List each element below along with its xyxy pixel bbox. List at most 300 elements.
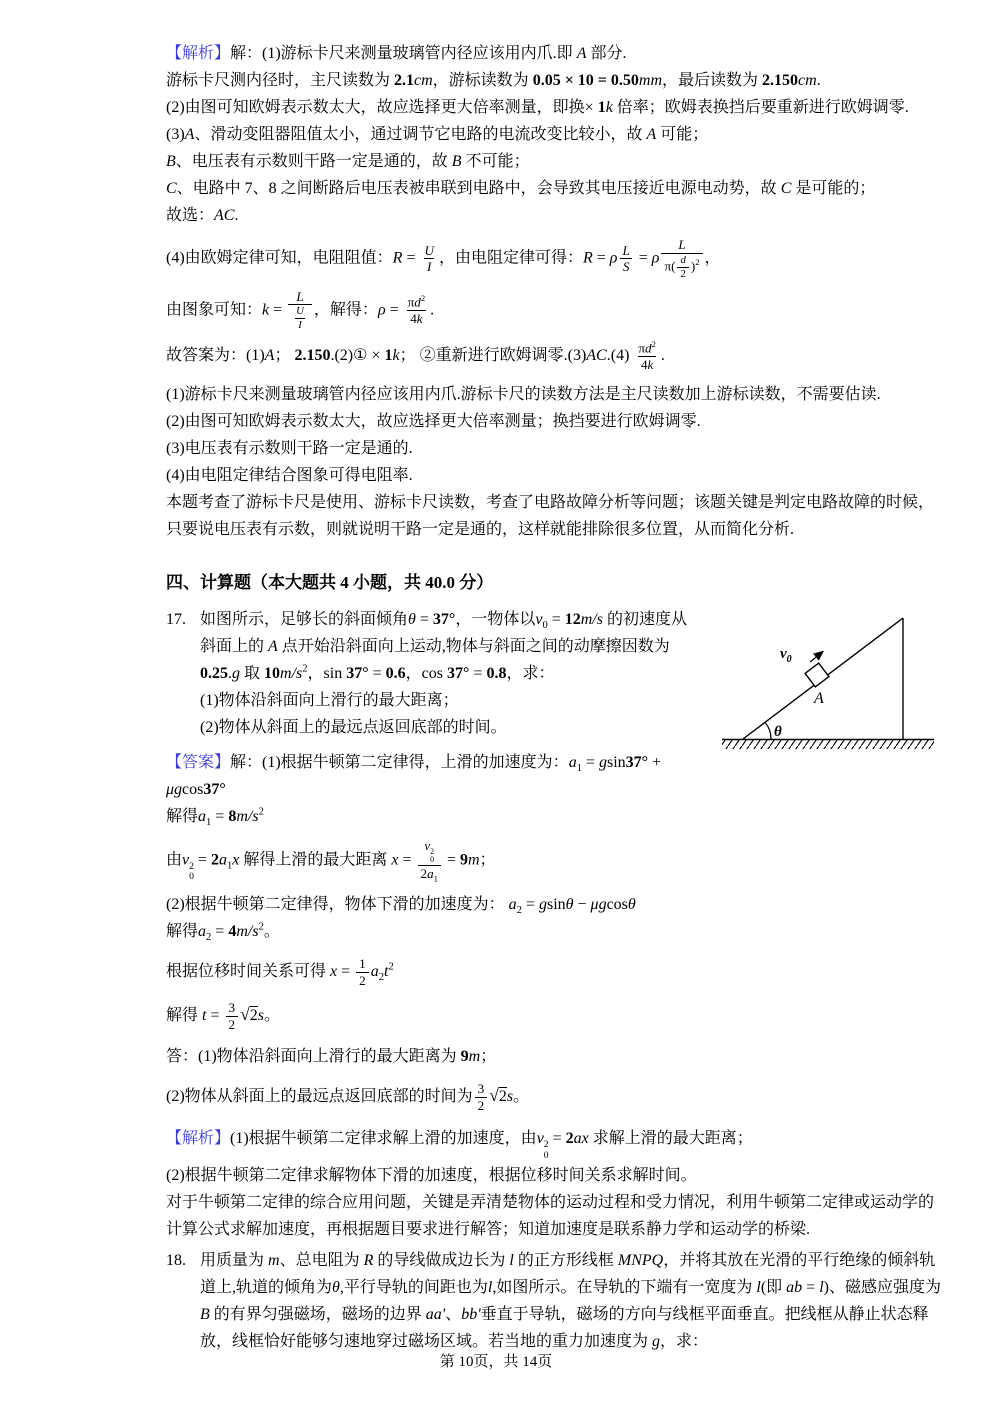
math-variable: l (819, 1278, 824, 1296)
math-variable: ax (573, 1129, 589, 1147)
denominator (288, 304, 312, 332)
math-variable: R (392, 249, 403, 267)
paragraph (166, 749, 942, 803)
math-variable: a (218, 851, 227, 869)
math-variable: k (262, 301, 270, 319)
text-run: 2 (420, 866, 428, 882)
fraction (661, 237, 702, 281)
math-number: 9 (460, 1048, 469, 1066)
square-root (489, 1085, 507, 1106)
math-variable: a (198, 808, 207, 825)
text-run: 4 (640, 357, 648, 373)
square-root (240, 1003, 258, 1024)
math-variable: m/s (236, 923, 259, 941)
text-run: ，解得： (313, 301, 378, 319)
math-variable: a (508, 896, 517, 914)
paragraph (166, 891, 942, 918)
velocity-label: $v_0$ (780, 646, 792, 665)
subscript: 1 (226, 860, 233, 872)
paragraph (166, 202, 942, 229)
text-run: (2)物体从斜面上的最远点返回底部的时间。 (200, 719, 507, 736)
fraction (677, 254, 688, 281)
math-number: 2 (565, 1129, 574, 1147)
math-number: 2 (210, 851, 219, 869)
paragraph (166, 237, 942, 281)
math-number: 0.8 (486, 665, 507, 682)
radical-sign: √ (489, 1085, 499, 1106)
superscript: 2 (695, 256, 700, 267)
math-variable: cm (798, 72, 817, 89)
numerator (293, 289, 306, 305)
text-run: ，sin (307, 665, 347, 682)
radicand: 2 (249, 1006, 258, 1024)
math-variable: μg (590, 896, 607, 914)
math-variable: s (257, 1006, 264, 1024)
text-run: 2 (359, 973, 366, 989)
text-run: sin (607, 754, 626, 771)
math-variable: I (298, 319, 302, 332)
section-label: 【答案】 (166, 754, 231, 771)
denominator (475, 1097, 488, 1114)
text-run: 由 (166, 851, 183, 869)
paragraph (166, 175, 942, 202)
text-run: 2 (680, 267, 686, 280)
math-number: 2.1 (394, 72, 415, 89)
fraction (226, 1000, 239, 1033)
numerator (405, 294, 429, 310)
denominator (226, 1016, 239, 1033)
text-run: (2)根据牛顿第二定律求解物体下滑的加速度，根据位移时间关系求解时间。 (166, 1166, 697, 1184)
text-run: 。 (263, 1006, 280, 1024)
denominator (418, 865, 441, 883)
math-variable: ab (786, 1278, 803, 1296)
math-variable: L (296, 288, 304, 304)
text-run: + (648, 754, 662, 771)
text-run: 可能； (656, 126, 709, 143)
text-run: 不可能； (461, 153, 530, 170)
text-run: 。 (263, 923, 280, 941)
text-run: 1 (359, 956, 366, 972)
text-run: 答：(1)物体沿斜面向上滑行的最大距离为 (166, 1048, 461, 1066)
numerator (293, 305, 307, 318)
text-run: .(4) (606, 347, 634, 365)
text-run: = (547, 611, 565, 628)
denominator (295, 318, 305, 332)
numerator (421, 243, 436, 259)
paragraph (166, 289, 942, 333)
text-run: ，游标读数为 (432, 72, 533, 89)
numerator (226, 1000, 239, 1016)
text-run: (3) (166, 126, 185, 143)
denominator (677, 267, 688, 281)
denominator (407, 310, 425, 327)
math-variable: S (622, 259, 630, 275)
denominator (661, 253, 702, 281)
text-run: = (592, 249, 610, 267)
text-run: π (638, 340, 646, 356)
text-run: (2)物体从斜面上的最远点返回底部的时间为 (166, 1088, 473, 1106)
math-variable: m (468, 1048, 481, 1066)
math-variable: ρ (609, 249, 618, 267)
math-number: 0.05 × 10 = 0.50 (532, 72, 639, 89)
text-run: . (430, 301, 435, 319)
text-run: = (368, 665, 386, 682)
text-run: 故选： (166, 207, 215, 224)
text-run: = (206, 1006, 224, 1024)
math-variable: g (599, 754, 607, 771)
question-body (200, 1247, 942, 1355)
math-number: 0.6 (385, 665, 406, 682)
math-number: 4 (228, 923, 237, 941)
superscript: 2 (258, 922, 264, 934)
text-run: = (469, 665, 487, 682)
superscript: 2 (189, 860, 194, 872)
text-run: − (573, 896, 591, 914)
text-run: 3 (228, 999, 236, 1015)
math-variable: AC (214, 207, 235, 224)
text-run: 点开始沿斜面向上运动,物体与斜面之间的动摩擦因数为 (277, 638, 670, 655)
subscript: 2 (378, 972, 384, 984)
text-run: ，并将其放在光滑的平行绝缘的倾斜轨道上,轨道的倾角为 (200, 1251, 936, 1296)
text-run: 2 (228, 1016, 236, 1032)
math-variable: t (384, 963, 389, 981)
radical-sign: √ (240, 1003, 250, 1024)
paragraph (166, 956, 942, 989)
text-run: 解：(1)游标卡尺来测量玻璃管内径应该用内爪.即 (230, 45, 577, 62)
radicand: 2 (498, 1088, 507, 1106)
text-run: sin (546, 896, 566, 914)
sup-sub-stack (430, 848, 434, 866)
text-run: . (228, 665, 232, 682)
text-run: 对于牛顿第二定律的综合应用问题，关键是弄清楚物体的运动过程和受力情况，利用牛顿第二定律或运动学的计算公式求解加速度，再根据题目要求进行解答；知道加速度是联系静力学和运动学的桥梁. (166, 1193, 935, 1238)
text-run: 、总电阻为 (279, 1251, 364, 1269)
question-number: 18. (166, 1251, 186, 1269)
math-variable: ρ (377, 301, 386, 319)
numerator (356, 956, 369, 972)
text-run: 、电压表有示数则干路一定是通的，故 (175, 153, 452, 170)
math-variable: L (622, 242, 630, 258)
math-variable: R (582, 249, 593, 267)
text-run: = (398, 851, 416, 869)
text-run: = (548, 1129, 566, 1147)
subscript: 1 (433, 873, 438, 884)
text-run: ； (274, 347, 295, 365)
text-run: 的初速度从斜面上的 (200, 611, 687, 655)
text-run: (即 (760, 1278, 787, 1296)
paragraph (166, 408, 942, 435)
text-run: ； (480, 1048, 497, 1066)
math-variable: θ (565, 896, 574, 914)
text-run: = (402, 249, 420, 267)
text-run: 是可能的； (791, 180, 876, 197)
text-run: . (234, 207, 239, 224)
fraction (421, 243, 436, 276)
page-footer: 第 10页，共 14页 (439, 1354, 553, 1370)
text-run: (4)由欧姆定律可知，电阻阻值： (166, 249, 393, 267)
text-run: 解：(1)根据牛顿第二定律得，上滑的加速度为： (230, 754, 569, 771)
paragraph (166, 918, 942, 945)
math-variable: aa' (425, 1305, 446, 1323)
paragraph (166, 1189, 942, 1243)
superscript: 2 (258, 806, 264, 818)
numerator (635, 340, 659, 356)
math-variable: bb' (461, 1305, 481, 1323)
text-run: 。 (513, 1088, 530, 1106)
math-variable: cm (414, 72, 433, 89)
math-variable: θ (627, 896, 636, 914)
math-number: 12 (564, 611, 581, 628)
paragraph (166, 67, 942, 94)
fraction (356, 956, 369, 989)
math-variable: m (268, 1251, 280, 1269)
subscript: 0 (543, 1149, 549, 1161)
text-run: = (337, 963, 355, 981)
text-run: 取 (240, 665, 265, 682)
math-variable: m (467, 851, 480, 869)
math-variable: I (427, 259, 432, 275)
text-run: 、电路中 7、8 之间断路后电压表被串联到电路中，会导致其电压接近电源电动势，故 (176, 180, 781, 197)
math-variable: d (414, 294, 421, 310)
text-run: (2)由图可知欧姆表示数太大，故应选择更大倍率测量；换挡要进行欧姆调零. (166, 413, 701, 430)
math-variable: m/s (580, 611, 603, 628)
paragraph (166, 381, 942, 408)
paragraph (166, 462, 942, 489)
math-number: 1 (597, 99, 606, 116)
paragraph (166, 40, 942, 67)
math-variable: U (424, 242, 434, 258)
subscript: 1 (576, 763, 582, 775)
text-run: 用质量为 (200, 1251, 269, 1269)
math-variable: l (756, 1278, 761, 1296)
denominator (638, 356, 656, 373)
superscript: 2 (420, 292, 426, 303)
math-variable: k (647, 357, 654, 373)
text-run: cos (182, 781, 204, 798)
numerator (677, 254, 688, 267)
text-run: (1)物体沿斜面向上滑行的最大距离； (200, 692, 459, 709)
math-variable: g (538, 896, 547, 914)
text-run: ，最后读数为 (662, 72, 763, 89)
text-run: = (269, 301, 287, 319)
text-run: = (211, 808, 229, 825)
math-variable: C (166, 180, 177, 197)
text-run: = (442, 851, 460, 869)
math-variable: d (645, 340, 652, 356)
point-label: A (814, 690, 824, 707)
text-run: 本题考查了游标卡尺是使用、游标卡尺读数，考查了电路故障分析等问题；该题关键是判定电路故障的时候，只要说电压表有示数，则就说明干路一定是通的，这样就能排除很多位置，从而简化分析. (166, 494, 935, 538)
text-run: (2)由图可知欧姆表示数太大，故应选择更大倍率测量，即换× (166, 99, 598, 116)
text-run: 、滑动变阻器阻值太小，通过调节它电路的电流改变比较小，故 (194, 126, 647, 143)
text-run: 解得 (166, 808, 199, 825)
math-number: 2.150 (762, 72, 799, 89)
math-number: 37° (432, 611, 456, 628)
text-run: ； ②重新进行欧姆调零.(3) (399, 347, 587, 365)
text-run: (1)根据牛顿第二定律求解上滑的加速度，由 (230, 1129, 537, 1147)
math-number: 8 (228, 808, 237, 825)
text-run: 求解上滑的最大距离； (588, 1129, 753, 1147)
math-variable: s (506, 1088, 514, 1106)
text-run: ，求： (506, 665, 555, 682)
math-variable: a (427, 866, 434, 882)
math-variable: A (576, 45, 587, 62)
math-variable: B (200, 1305, 210, 1323)
text-run: (4)由电阻定律结合图象可得电阻率. (166, 467, 413, 484)
angle-arc (766, 723, 772, 739)
math-variable: a (198, 923, 207, 941)
text-run: 解得上滑的最大距离 (239, 851, 392, 869)
paragraph (166, 1043, 942, 1070)
math-variable: U (296, 305, 304, 318)
fraction (288, 289, 312, 333)
math-variable: k (605, 99, 613, 116)
text-run: . (816, 72, 821, 89)
text-run: 的有界匀强磁场，磁场的边界 (209, 1305, 426, 1323)
math-variable: l (509, 1251, 514, 1269)
text-run: 四、计算题（本大题共 4 小题，共 40.0 分） (166, 573, 494, 592)
math-variable: L (678, 237, 686, 252)
math-number: 37° (203, 781, 226, 798)
denominator (424, 258, 434, 275)
fraction (418, 838, 441, 883)
text-run: 的导线做成边长为 (373, 1251, 510, 1269)
math-variable: θ (408, 611, 416, 628)
math-variable: AC (586, 347, 607, 365)
fraction (635, 340, 659, 373)
text-run: 2 (477, 1098, 485, 1114)
fraction (293, 305, 307, 332)
fraction (475, 1081, 488, 1114)
text-run: 倍率；欧姆表换挡后要重新进行欧姆调零. (612, 99, 909, 116)
text-run: π( (664, 258, 676, 274)
text-run: ) (690, 258, 696, 274)
math-variable: v (535, 611, 543, 628)
math-variable: m/s (280, 665, 303, 682)
math-variable: k (392, 347, 400, 365)
paragraph (166, 1000, 942, 1033)
subscript: 0 (189, 871, 194, 883)
text-run: ,平行导轨的间距也为 (339, 1278, 488, 1296)
math-variable: θ (332, 1278, 340, 1296)
text-run: = (634, 249, 652, 267)
math-variable: k (416, 311, 423, 327)
paragraph (166, 489, 942, 543)
section-label: 【解析】 (166, 1129, 231, 1147)
text-run: = (385, 301, 403, 319)
paragraph (166, 1125, 942, 1162)
subscript: 1 (206, 817, 212, 829)
paragraph (166, 803, 942, 830)
math-variable: A (184, 126, 195, 143)
paragraph (166, 838, 942, 883)
text-run: cos (606, 896, 628, 914)
math-variable: A (264, 347, 275, 365)
question-number: 17. (166, 611, 186, 628)
numerator (421, 838, 437, 865)
text-run: 游标卡尺测内径时，主尺读数为 (166, 72, 395, 89)
text-run: )、磁感应强度为 (823, 1278, 941, 1296)
math-variable: m/s (236, 808, 259, 825)
text-run: 3 (477, 1081, 485, 1097)
math-variable: x (391, 851, 399, 869)
math-variable: mm (638, 72, 663, 89)
text-run: 如图所示，足够长的斜面倾角 (200, 611, 409, 628)
text-run: . (660, 347, 665, 365)
text-run: 4 (410, 311, 417, 327)
math-variable: v (424, 838, 431, 853)
text-run: 垂直于导轨，磁场的方向与线框平面垂直。把线框从静止状态释放，线框恰好能够匀速地穿过磁场区域。若当地的重力加速度为 (200, 1305, 929, 1350)
subscript: 0 (542, 620, 548, 632)
text-run: π (407, 294, 415, 310)
text-run: 根据位移时间关系可得 (166, 963, 331, 981)
math-number: 2.150 (294, 347, 331, 365)
section-header (166, 569, 942, 596)
question (166, 1247, 942, 1355)
subscript: 2 (516, 905, 522, 917)
math-variable: A (646, 126, 657, 143)
superscript: 2 (543, 1139, 549, 1151)
numerator (675, 237, 688, 253)
paragraph (166, 435, 942, 462)
math-variable: g (232, 665, 240, 682)
math-number: 9 (459, 851, 468, 869)
math-variable: x (330, 963, 338, 981)
math-variable: ρ (651, 249, 660, 267)
math-number: 10 (264, 665, 281, 682)
superscript: 2 (388, 962, 394, 974)
math-variable: A (268, 638, 278, 655)
math-number: 0.25 (200, 665, 228, 682)
math-variable: l (487, 1278, 493, 1296)
text-run: 解得 (166, 1006, 203, 1024)
math-number: 1 (384, 347, 393, 365)
text-run: = (415, 611, 433, 628)
math-variable: C (780, 180, 792, 197)
subscript: 0 (430, 855, 435, 865)
text-run: ， (704, 249, 721, 267)
text-run: (1)游标卡尺来测量玻璃管内径应该用内爪.游标卡尺的读数方法是主尺读数加上游标读数，不需要估读. (166, 386, 881, 403)
paragraph (166, 148, 942, 175)
math-variable: d (680, 253, 686, 266)
text-run: ，cos (405, 665, 447, 682)
text-run: ，求： (660, 1332, 709, 1350)
subscript: 2 (206, 932, 212, 944)
math-variable: g (652, 1332, 661, 1350)
math-variable: a (568, 754, 577, 771)
text-run: ,如图所示。在导轨的下端有一宽度为 (492, 1278, 757, 1296)
text-run: ； (479, 851, 496, 869)
math-variable: v (536, 1129, 544, 1147)
fraction (405, 294, 429, 327)
block (805, 663, 829, 687)
math-number: 37° (625, 754, 649, 771)
denominator (356, 972, 369, 989)
text-run: 故答案为：(1) (166, 347, 265, 365)
ground-hatching (722, 740, 934, 749)
incline-plane-diagram (714, 606, 942, 756)
text-run: 的正方形线框 (513, 1251, 618, 1269)
math-number: 37° (346, 665, 369, 682)
text-run: = (193, 851, 211, 869)
text-run: (3)电压表有示数则干路一定是通的. (166, 440, 413, 457)
paragraph (166, 121, 942, 148)
math-variable: R (363, 1251, 374, 1269)
text-run: 解得 (166, 923, 199, 941)
text-run: .(2)① × (330, 347, 385, 365)
superscript: 2 (302, 663, 308, 675)
math-number: 37° (447, 665, 470, 682)
section-label: 【解析】 (166, 45, 231, 62)
text-run: = (581, 754, 599, 771)
